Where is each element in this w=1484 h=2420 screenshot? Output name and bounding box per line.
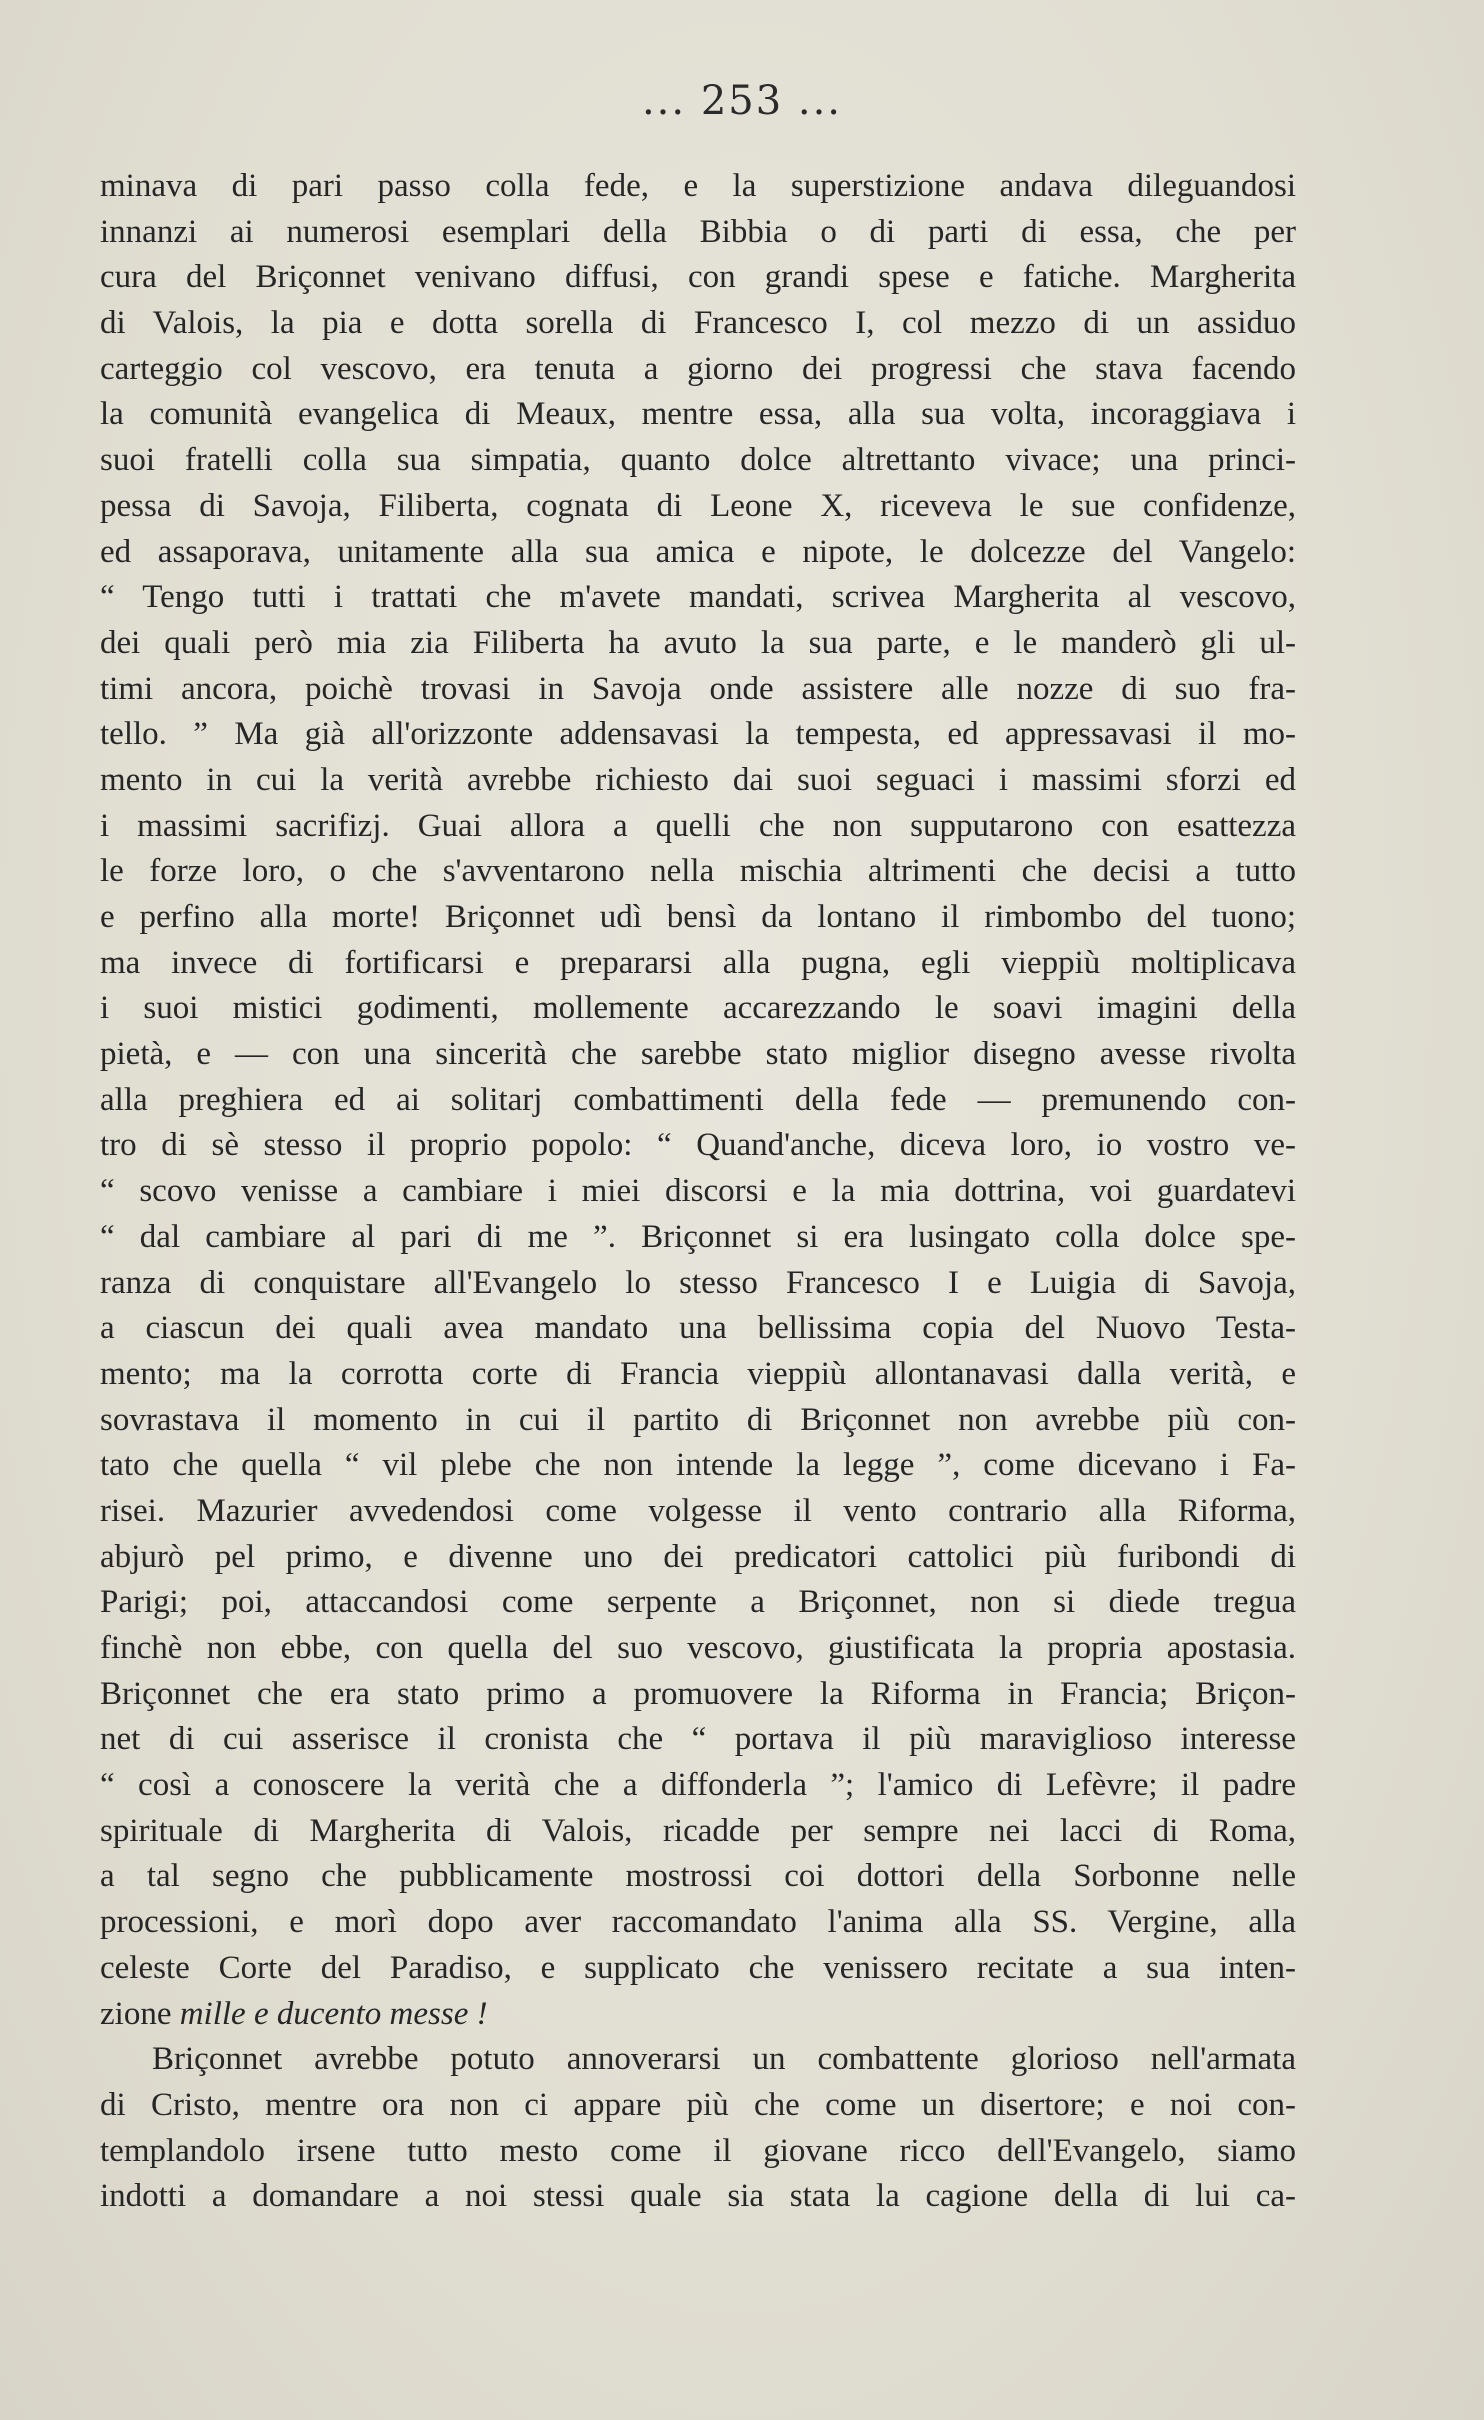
text-line: tato che quella “ vil plebe che non intende la legge ”, come dicevano i Fa- bbox=[100, 1447, 1296, 1484]
text-line: a ciascun dei quali avea mandato una bellissima copia del Nuovo Testa- bbox=[100, 1310, 1296, 1347]
text-line: di Cristo, mentre ora non ci appare più che come un disertore; e noi con- bbox=[100, 2086, 1296, 2123]
text-line: spirituale di Margherita di Valois, ricadde per sempre nei lacci di Roma, bbox=[100, 1812, 1296, 1849]
text-line: minava di pari passo colla fede, e la superstizione andava dileguandosi bbox=[100, 168, 1296, 204]
text-line: “ scovo venisse a cambiare i miei discorsi e la mia dottrina, voi guardatevi bbox=[100, 1173, 1296, 1210]
text-line: ma invece di fortificarsi e prepararsi alla pugna, egli vieppiù moltiplicava bbox=[100, 944, 1296, 981]
text-line: la comunità evangelica di Meaux, mentre essa, alla sua volta, incoraggiava i bbox=[100, 396, 1296, 433]
text-line: abjurò pel primo, e divenne uno dei predicatori cattolici più furibondi di bbox=[100, 1538, 1296, 1575]
italic-emphasis: mille e ducento messe ! bbox=[179, 1995, 488, 2032]
text-line: “ così a conoscere la verità che a diffonderla ”; l'amico di Lefèvre; il padre bbox=[100, 1767, 1296, 1804]
text-line: Briçonnet avrebbe potuto annoverarsi un combattente glorioso nell'armata bbox=[152, 2041, 1296, 2078]
page-number: ... 253 ... bbox=[641, 78, 843, 124]
text-line: net di cui asserisce il cronista che “ portava il più maraviglioso interesse bbox=[100, 1721, 1296, 1758]
text-line: tello. ” Ma già all'orizzonte addensavasi la tempesta, ed appressavasi il mo- bbox=[100, 716, 1296, 753]
text-line: innanzi ai numerosi esemplari della Bibbia o di parti di essa, che per bbox=[100, 213, 1296, 250]
text-line: celeste Corte del Paradiso, e supplicato che venissero recitate a sua inten- bbox=[100, 1949, 1296, 1986]
text-fragment: zione bbox=[100, 1995, 180, 2032]
text-line-last bbox=[100, 1992, 1296, 2038]
text-line: a tal segno che pubblicamente mostrossi coi dottori della Sorbonne nelle bbox=[100, 1858, 1296, 1895]
text-line: pessa di Savoja, Filiberta, cognata di Leone X, riceveva le sue confidenze, bbox=[100, 487, 1296, 524]
text-line: mento in cui la verità avrebbe richiesto dai suoi seguaci i massimi sforzi ed bbox=[100, 761, 1296, 798]
text-line: mento; ma la corrotta corte di Francia vieppiù allontanavasi dalla verità, e bbox=[100, 1355, 1296, 1392]
text-line: cura del Briçonnet venivano diffusi, con grandi spese e fatiche. Margherita bbox=[100, 259, 1296, 296]
text-line: processioni, e morì dopo aver raccomandato l'anima alla SS. Vergine, alla bbox=[100, 1904, 1296, 1941]
text-line: risei. Mazurier avvedendosi come volgesse il vento contrario alla Riforma, bbox=[100, 1492, 1296, 1529]
text-line: finchè non ebbe, con quella del suo vescovo, giustificata la propria apostasia. bbox=[100, 1630, 1296, 1666]
text-line: suoi fratelli colla sua simpatia, quanto dolce altrettanto vivace; una princi- bbox=[100, 442, 1296, 479]
text-line: i suoi mistici godimenti, mollemente accarezzando le soavi imagini della bbox=[100, 990, 1296, 1027]
text-line: “ Tengo tutti i trattati che m'avete mandati, scrivea Margherita al vescovo, bbox=[100, 579, 1296, 616]
text-line: “ dal cambiare al pari di me ”. Briçonnet si era lusingato colla dolce spe- bbox=[100, 1218, 1296, 1255]
text-line: tro di sè stesso il proprio popolo: “ Quand'anche, diceva loro, io vostro ve- bbox=[100, 1127, 1296, 1164]
text-line: carteggio col vescovo, era tenuta a giorno dei progressi che stava facendo bbox=[100, 350, 1296, 387]
text-line: templandolo irsene tutto mesto come il giovane ricco dell'Evangelo, siamo bbox=[100, 2132, 1296, 2169]
text-line: e perfino alla morte! Briçonnet udì bensì da lontano il rimbombo del tuono; bbox=[100, 899, 1296, 935]
text-line: indotti a domandare a noi stessi quale sia stata la cagione della di lui ca- bbox=[100, 2178, 1296, 2215]
text-line: alla preghiera ed ai solitarj combattimenti della fede — premunendo con- bbox=[100, 1081, 1296, 1118]
text-line: ranza di conquistare all'Evangelo lo stesso Francesco I e Luigia di Savoja, bbox=[100, 1264, 1296, 1301]
text-line: sovrastava il momento in cui il partito di Briçonnet non avrebbe più con- bbox=[100, 1401, 1296, 1438]
text-line: Parigi; poi, attaccandosi come serpente a Briçonnet, non si diede tregua bbox=[100, 1584, 1296, 1621]
body-text bbox=[100, 164, 1296, 2220]
text-line: i massimi sacrifizj. Guai allora a quelli che non supputarono con esattezza bbox=[100, 807, 1296, 844]
text-line: di Valois, la pia e dotta sorella di Francesco I, col mezzo di un assiduo bbox=[100, 305, 1296, 342]
text-line: le forze loro, o che s'avventarono nella mischia altrimenti che decisi a tutto bbox=[100, 853, 1296, 890]
text-line: pietà, e — con una sincerità che sarebbe stato miglior disegno avesse rivolta bbox=[100, 1036, 1296, 1073]
text-line: ed assaporava, unitamente alla sua amica e nipote, le dolcezze del Vangelo: bbox=[100, 533, 1296, 570]
paragraph-2 bbox=[100, 2037, 1296, 2220]
text-line: timi ancora, poichè trovasi in Savoja onde assistere alle nozze di suo fra- bbox=[100, 670, 1296, 707]
text-line: dei quali però mia zia Filiberta ha avuto la sua parte, e le manderò gli ul- bbox=[100, 624, 1296, 661]
text-line: Briçonnet che era stato primo a promuovere la Riforma in Francia; Briçon- bbox=[100, 1675, 1296, 1712]
paragraph-1 bbox=[100, 164, 1296, 2037]
